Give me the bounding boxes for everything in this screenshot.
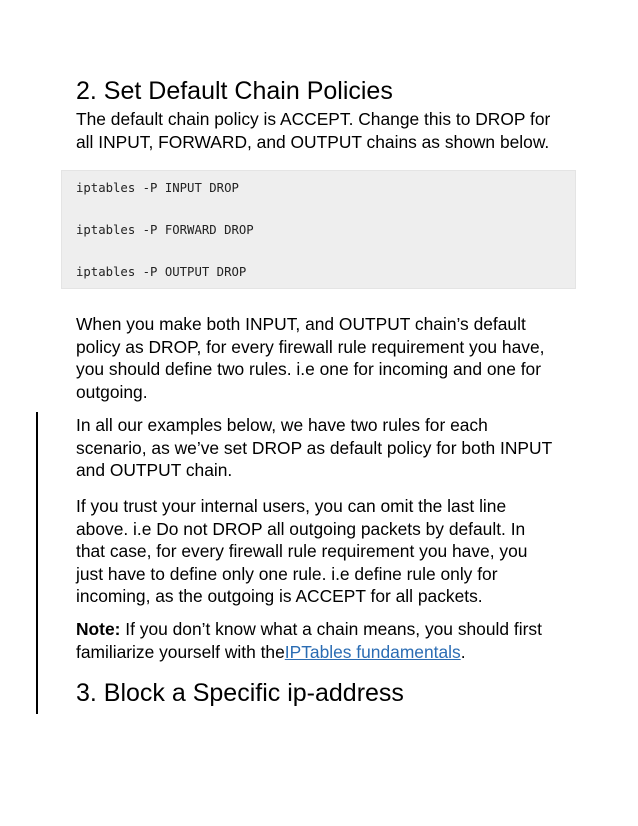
note-label: Note: — [76, 619, 121, 639]
text-line: just have to define only one rule. i.e define rule only for — [76, 563, 498, 584]
text-line: all INPUT, FORWARD, and OUTPUT chains as shown below. — [76, 131, 550, 152]
iptables-fundamentals-link[interactable]: IPTables fundamentals — [284, 641, 461, 662]
revision-bar — [36, 412, 38, 714]
text-line: When you make both INPUT, and OUTPUT chain’s default — [76, 314, 526, 334]
text-line: outgoing. — [76, 381, 148, 402]
text-line: If you trust your internal users, you can omit the last line — [76, 496, 507, 516]
code-line-forward: iptables -P FORWARD DROP — [76, 223, 254, 237]
text-line: policy as DROP, for every firewall rule requirement you have, — [76, 336, 545, 357]
intro-paragraph — [76, 108, 576, 153]
note-paragraph — [76, 618, 576, 663]
text-line — [76, 641, 576, 664]
trust-users-paragraph — [76, 495, 576, 608]
text-line: that case, for every firewall rule requirement you have, you — [76, 541, 528, 561]
examples-paragraph — [76, 414, 576, 482]
text-line: In all our examples below, we have two rules for each — [76, 415, 488, 435]
text-line: and OUTPUT chain. — [76, 460, 233, 480]
note-text: familiarize yourself with the — [76, 641, 285, 662]
code-line-output: iptables -P OUTPUT DROP — [76, 265, 247, 279]
text-line: The default chain policy is ACCEPT. Change this to DROP for — [76, 109, 551, 129]
section-heading-block-ip: 3. Block a Specific ip-address — [76, 679, 404, 707]
text-line — [76, 618, 576, 641]
text-line: you should define two rules. i.e one for incoming and one for — [76, 359, 542, 379]
code-line-input: iptables -P INPUT DROP — [76, 181, 239, 195]
drop-policy-paragraph — [76, 313, 576, 403]
note-period: . — [460, 641, 466, 662]
text-line: above. i.e Do not DROP all outgoing packets by default. In — [76, 518, 526, 539]
text-line: incoming, as the outgoing is ACCEPT for all packets. — [76, 586, 483, 606]
text-line: scenario, as we’ve set DROP as default policy for both INPUT — [76, 437, 553, 458]
section-heading-default-policies: 2. Set Default Chain Policies — [76, 77, 393, 105]
note-text: If you don’t know what a chain means, you should first — [120, 619, 542, 639]
code-block — [61, 170, 576, 289]
